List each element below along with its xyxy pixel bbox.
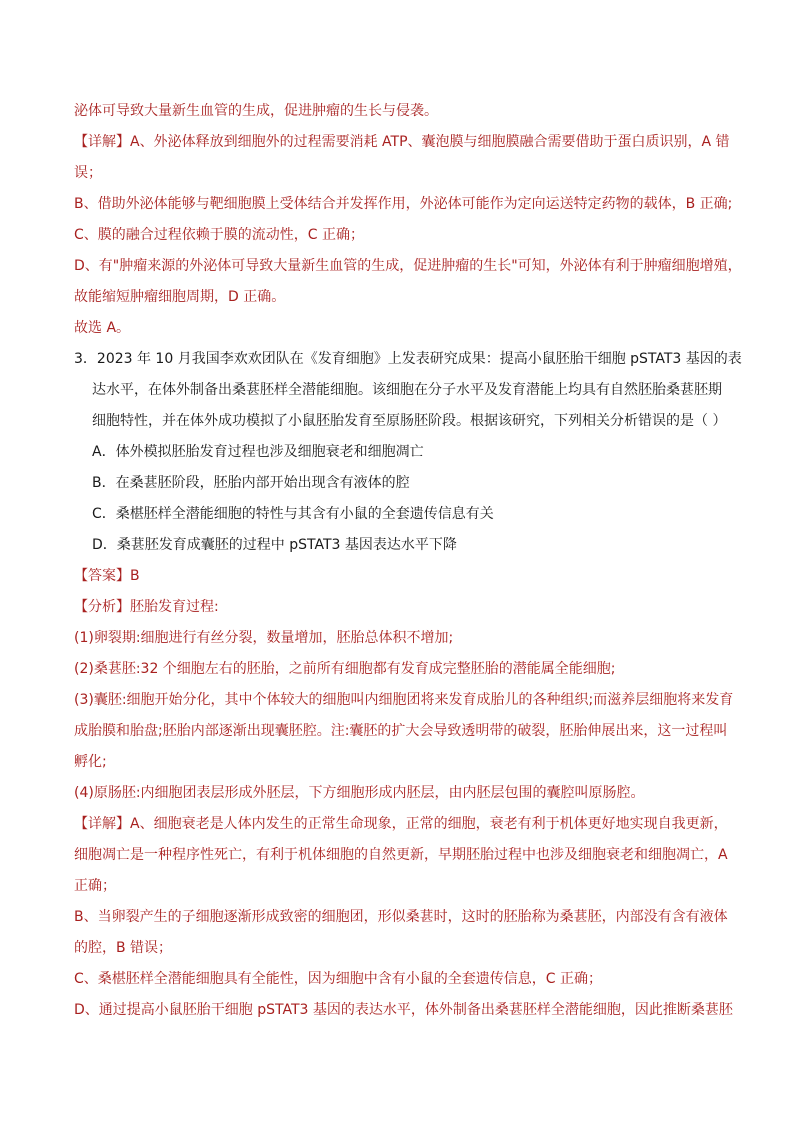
detail-line-4: B、当卵裂产生的子细胞逐渐形成致密的细胞团，形似桑葚时，这时的胚胎称为桑葚胚，内部没有含有液体 <box>74 909 728 925</box>
detail-line-5: 的腔，B 错误； <box>74 940 173 956</box>
detail-line-6: C、桑椹胚样全潜能细胞具有全能性，因为细胞中含有小鼠的全套遗传信息，C 正确； <box>74 971 602 987</box>
text-line-2: 【详解】A、外泌体释放到细胞外的过程需要消耗 ATP、囊泡膜与细胞膜融合需要借助于蛋白质识别，A 错 <box>74 134 730 150</box>
analysis-item-4: (4)原肠胚:内细胞团表层形成外胚层，下方细胞形成内胚层，由内胚层包围的囊腔叫原肠腔。 <box>74 785 645 801</box>
question-stem-line-3: 细胞特性，并在体外成功模拟了小鼠胚胎发育至原肠胚阶段。根据该研究，下列相关分析错误的是（ ） <box>92 413 727 429</box>
question-stem-line-2: 达水平，在体外制备出桑葚胚样全潜能细胞。该细胞在分子水平及发育潜能上均具有自然胚胎桑葚胚期 <box>92 382 722 398</box>
detail-line-3: 正确； <box>74 878 116 894</box>
analysis-item-3-line-1: (3)囊胚:细胞开始分化，其中个体较大的细胞叫内细胞团将来发育成胎儿的各种组织;而滋养层细胞将来发育 <box>74 692 734 708</box>
analysis-item-2: (2)桑葚胚:32 个细胞左右的胚胎，之前所有细胞都有发育成完整胚胎的潜能属全能细胞; <box>74 661 616 677</box>
text-line-6: D、有"肿瘤来源的外泌体可导致大量新生血管的生成，促进肿瘤的生长"可知，外泌体有利于肿瘤细胞增殖， <box>74 258 742 274</box>
question-stem-line-1: 3．2023 年 10 月我国李欢欢团队在《发育细胞》上发表研究成果：提高小鼠胚胎干细胞 pSTAT3 基因的表 <box>74 351 742 367</box>
text-line-1: 泌体可导致大量新生血管的生成，促进肿瘤的生长与侵袭。 <box>74 103 438 119</box>
answer-line: 【答案】B <box>74 568 140 584</box>
text-line-5: C、膜的融合过程依赖于膜的流动性，C 正确； <box>74 227 364 243</box>
text-line-8: 故选 A。 <box>74 320 131 336</box>
detail-line-2: 细胞凋亡是一种程序性死亡，有利于机体细胞的自然更新，早期胚胎过程中也涉及细胞衰老和细胞凋亡，A <box>74 847 728 863</box>
text-line-4: B、借助外泌体能够与靶细胞膜上受体结合并发挥作用，外泌体可能作为定向运送特定药物的载体，B 正确; <box>74 196 733 212</box>
text-line-7: 故能缩短肿瘤细胞周期，D 正确。 <box>74 289 286 305</box>
detail-line-1: 【详解】A、细胞衰老是人体内发生的正常生命现象，正常的细胞，衰老有利于机体更好地实现自我更新， <box>74 816 728 832</box>
detail-line-7: D、通过提高小鼠胚胎干细胞 pSTAT3 基因的表达水平，体外制备出桑葚胚样全潜能细胞，因此推断桑葚胚 <box>74 1002 733 1018</box>
option-a: A．体外模拟胚胎发育过程也涉及细胞衰老和细胞凋亡 <box>92 444 424 460</box>
option-d: D．桑葚胚发育成囊胚的过程中 pSTAT3 基因表达水平下降 <box>92 537 457 553</box>
option-b: B．在桑葚胚阶段，胚胎内部开始出现含有液体的腔 <box>92 475 410 491</box>
analysis-heading: 【分析】胚胎发育过程: <box>74 599 219 615</box>
option-c: C．桑椹胚样全潜能细胞的特性与其含有小鼠的全套遗传信息有关 <box>92 506 494 522</box>
analysis-item-3-line-3: 孵化; <box>74 754 107 770</box>
text-line-3: 误； <box>74 165 102 181</box>
analysis-item-1: (1)卵裂期:细胞进行有丝分裂，数量增加，胚胎总体积不增加; <box>74 630 454 646</box>
analysis-item-3-line-2: 成胎膜和胎盘;胚胎内部逐渐出现囊胚腔。注:囊胚的扩大会导致透明带的破裂，胚胎伸展出来，这一过程叫 <box>74 723 728 739</box>
